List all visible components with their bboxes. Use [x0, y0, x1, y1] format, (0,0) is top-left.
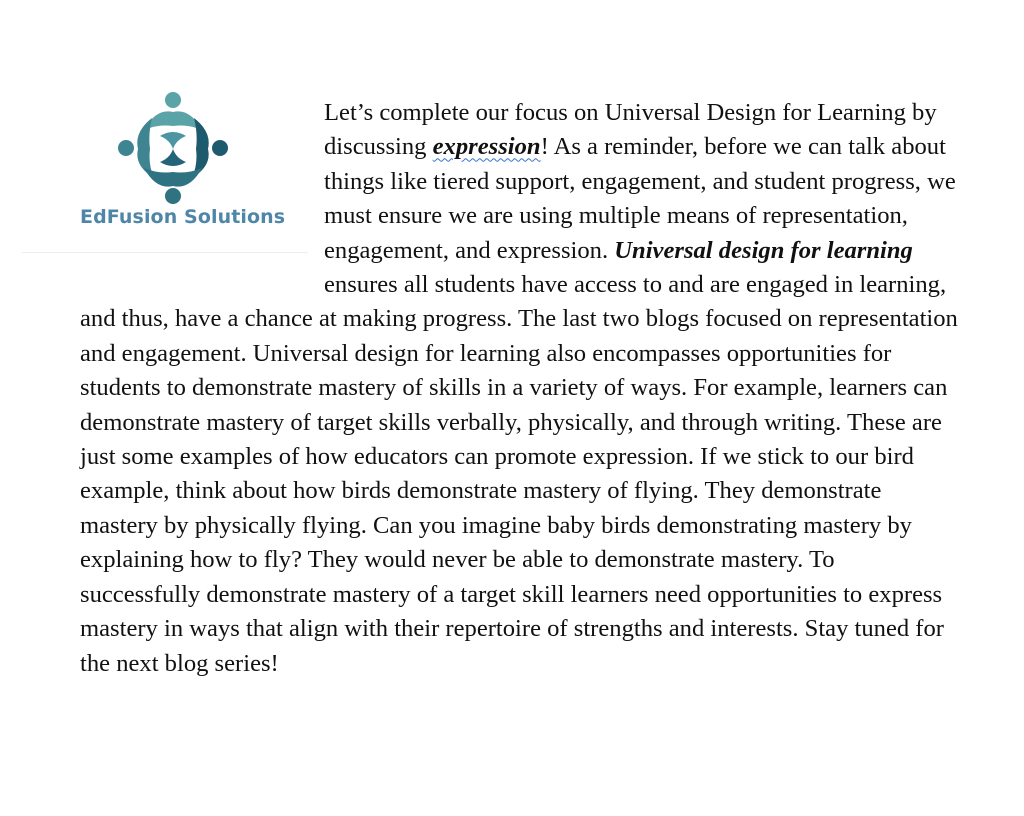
emphasis-expression: expression	[432, 133, 541, 161]
article-body	[80, 96, 960, 681]
intro-text-2: ! As a reminder, before we can talk about things like tiered support, engagement, and student progress, we must ensure we are using multiple means of representation, engagement, and expression.	[324, 133, 956, 264]
body-text: ensures all students have access to and are engaged in learning, and thus, have a chance at making progress. The last two blogs focused on representation and engagement. Universal design for learning also encompasses opportunities for students to demonstrate mastery of skills in a variety of ways. For example, learners can demonstrate mastery of target skills verbally, physically, and through writing. These are just some examples of how educators can promote expression. If we stick to our bird example, think about how birds demonstrate mastery of flying. They demonstrate mastery by physically flying. Can you imagine baby birds demonstrating mastery by explaining how to fly? They would never be able to demonstrate mastery. To successfully demonstrate mastery of a target skill learners need opportunities to express mastery in ways that align with their repertoire of strengths and interests. Stay tuned for the next blog series!	[80, 271, 958, 677]
logo-wrap-space	[80, 96, 324, 294]
company-name: EdFusion Solutions	[80, 206, 286, 228]
intro-text-1: Let’s complete our focus on Universal Design for Learning by discussing	[324, 99, 937, 161]
emphasis-udl: Universal design for learning	[614, 236, 913, 264]
